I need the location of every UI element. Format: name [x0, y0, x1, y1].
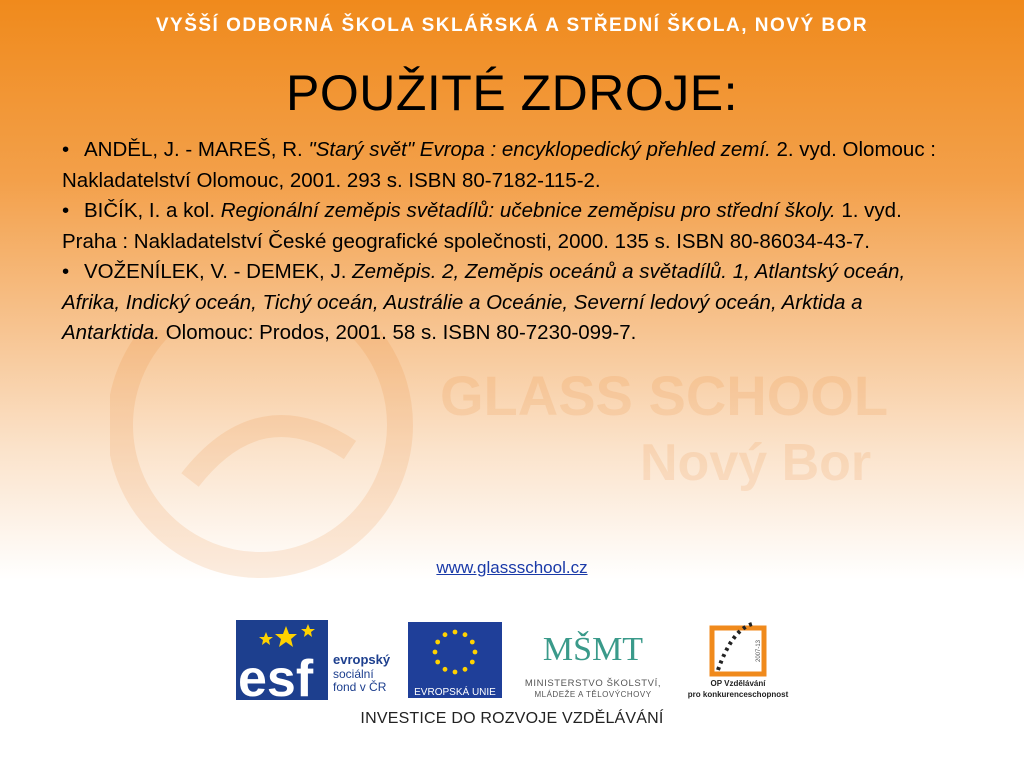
website-link-wrap [0, 558, 1024, 578]
reference-item [62, 135, 962, 196]
reference-details: 2. vyd. Olomouc : Nakladatelství Olomouc, 2001. 293 s. ISBN 80-7182-115-2. [62, 138, 936, 192]
reference-authors: ANDĚL, J. - MAREŠ, R. [84, 138, 303, 161]
school-watermark [110, 330, 950, 580]
eu-star [463, 667, 468, 672]
eu-star [435, 640, 440, 645]
op-years: 2007-13 [756, 639, 762, 662]
eu-star [453, 630, 458, 635]
website-link[interactable]: www.glassschool.cz [436, 558, 588, 577]
bullet: • [62, 199, 70, 222]
msmt-line2: MLÁDEŽE A TĚLOVÝCHOVY [534, 690, 652, 699]
eu-star [453, 670, 458, 675]
eu-flag-logo [406, 620, 504, 700]
esf-line3: fond v ČR [333, 680, 387, 694]
msmt-line1: MINISTERSTVO ŠKOLSTVÍ, [524, 678, 662, 689]
eu-star [463, 632, 468, 637]
logo-strip [236, 620, 796, 700]
msmt-logo [508, 620, 678, 700]
eu-star [473, 650, 478, 655]
eu-star [470, 640, 475, 645]
reference-authors: BIČÍK, I. a kol. [84, 199, 216, 222]
op-line2: pro konkurenceschopnost [687, 690, 789, 699]
eu-star [435, 660, 440, 665]
esf-logo [236, 620, 406, 700]
eu-star [443, 667, 448, 672]
eu-star [470, 660, 475, 665]
reference-list [62, 135, 962, 349]
reference-title: Zeměpis. 2, Zeměpis oceánů a světadílů. 1, Atlantský oceán, Afrika, Indický oceán, Tichý oceán, Austrálie a Oceánie, Severní ledový oceán, Arktida a Antarktida. [62, 260, 906, 344]
bullet: • [62, 138, 70, 161]
watermark-line2: Nový Bor [640, 434, 872, 492]
eu-label: EVROPSKÁ UNIE [414, 687, 496, 698]
esf-line1: evropský [333, 652, 391, 667]
esf-mark: esf [238, 650, 314, 700]
school-header: VYŠŠÍ ODBORNÁ ŠKOLA SKLÁŘSKÁ A STŘEDNÍ ŠKOLA, NOVÝ BOR [155, 15, 869, 36]
reference-item [62, 257, 962, 349]
op-line1: OP Vzdělávání [710, 679, 766, 688]
watermark-line1: GLASS SCHOOL [440, 364, 889, 427]
reference-details: 1. vyd. Praha : Nakladatelství České geografické společnosti, 2000. 135 s. ISBN 80-86034-43-7. [62, 199, 902, 253]
op-logo [682, 620, 796, 700]
reference-details: Olomouc: Prodos, 2001. 58 s. ISBN 80-7230-099-7. [165, 321, 637, 344]
eu-star [433, 650, 438, 655]
msmt-mark: MŠMT [542, 631, 644, 668]
bullet: • [62, 260, 70, 283]
page-title: POUŽITÉ ZDROJE: [286, 65, 738, 121]
esf-line2: sociální [333, 667, 374, 681]
footer-text: INVESTICE DO ROZVOJE VZDĚLÁVÁNÍ [360, 710, 664, 727]
reference-title: Regionální zeměpis světadílů: učebnice zeměpisu pro střední školy. [220, 199, 836, 222]
reference-title: "Starý svět" Evropa : encyklopedický přehled zemí. [308, 138, 771, 161]
reference-authors: VOŽENÍLEK, V. - DEMEK, J. [84, 260, 347, 283]
eu-star [443, 632, 448, 637]
reference-item [62, 196, 962, 257]
